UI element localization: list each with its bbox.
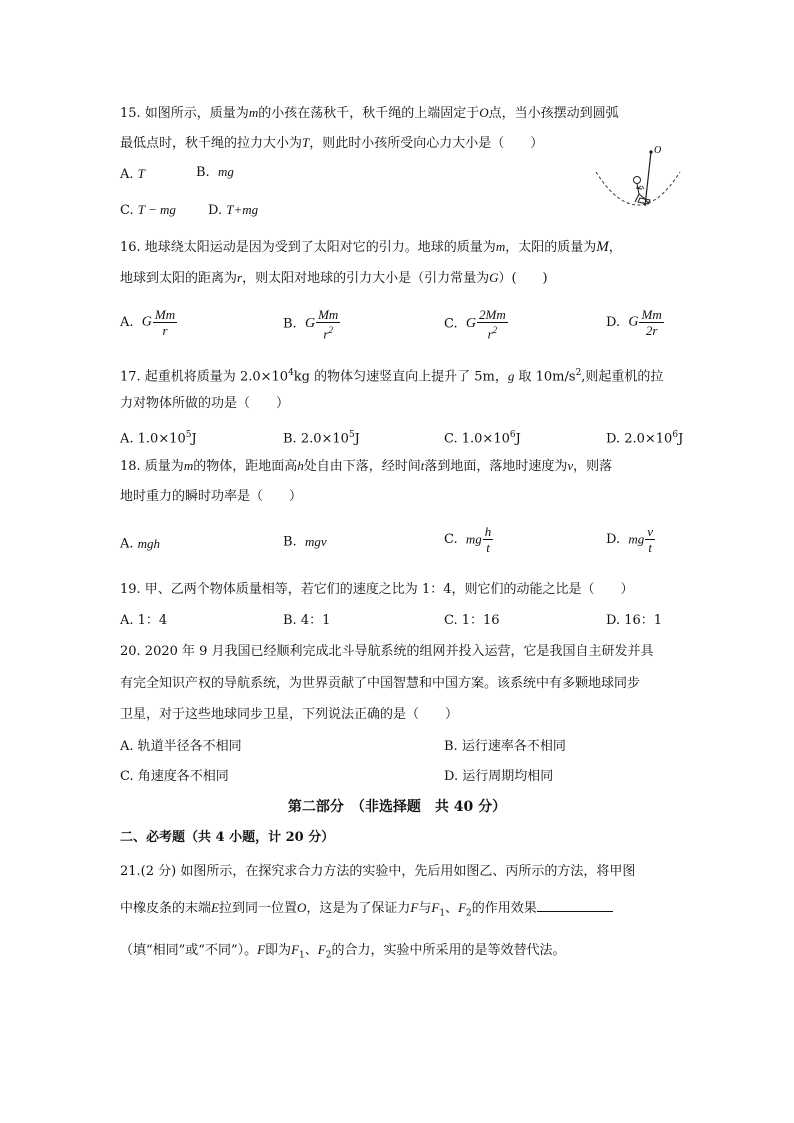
text: 与 (418, 901, 432, 916)
denominator (486, 323, 500, 341)
var-r: r (237, 270, 243, 285)
option-label: C. (444, 316, 458, 332)
numerator: 2Mm (479, 307, 506, 322)
option-text: B. 2.0×10 (283, 431, 349, 447)
text: 中橡皮条的末端 (120, 901, 212, 916)
q16-option-d (606, 307, 664, 338)
option-text: D. 2.0×10 (606, 431, 673, 447)
var-t: t (420, 458, 425, 473)
fraction (316, 307, 340, 341)
fraction (645, 524, 655, 555)
q20-option-d: D. 运行周期均相同 (444, 769, 554, 784)
option-value: T+mg (226, 202, 259, 217)
part2-title: 第二部分 （非选择题 共 40 分） (287, 799, 507, 815)
text: （填“相同”或“不同”）。 (120, 943, 258, 958)
mg-factor: mg (628, 531, 645, 547)
option-label: C. (444, 532, 458, 547)
text: 的小孩在荡秋千，秋千绳的上端固定于 (258, 106, 480, 121)
numerator: Mm (318, 307, 339, 322)
numerator: Mm (154, 307, 176, 322)
fraction (483, 524, 494, 555)
q19-option-b: B. 4：1 (283, 613, 331, 628)
fraction (477, 307, 508, 341)
text: 最低点时，秋千绳的拉力大小为 (120, 136, 303, 151)
text: ， (608, 240, 622, 255)
fraction (153, 307, 177, 338)
numerator: Mm (641, 307, 662, 322)
var-F2: F (317, 942, 326, 957)
den-base: r (487, 326, 493, 342)
text: 地球到太阳的距离为 (120, 271, 238, 286)
q21-line3 (120, 940, 565, 966)
var-M: M (596, 239, 609, 255)
exponent: 5 (185, 430, 192, 440)
denominator: t (648, 540, 652, 555)
option-value: mgh (137, 536, 161, 551)
swing-seat (638, 198, 650, 204)
option-label: B. (283, 316, 297, 332)
G-symbol: G (628, 314, 639, 330)
q18-line2: 地时重力的瞬时功率是（ ） (120, 489, 303, 504)
q17-option-b (283, 425, 360, 449)
fraction (639, 307, 663, 338)
q19-option-c: C. 1：16 (444, 613, 500, 628)
q15-line2 (120, 133, 543, 154)
denominator: r (162, 323, 168, 338)
pivot-label: O (654, 145, 662, 156)
option-label: A. (120, 536, 134, 552)
var-v: v (567, 458, 574, 473)
option-text: A. 1.0×10 (120, 431, 186, 447)
denominator: t (486, 540, 490, 555)
numerator: v (647, 524, 654, 539)
option-label: D. (208, 203, 223, 218)
text: ，太阳的质量为 (505, 240, 597, 255)
var-T: T (302, 135, 310, 150)
q16-line1 (120, 237, 622, 258)
var-F: F (410, 900, 419, 915)
var-O: O (296, 900, 307, 915)
exponent: 2 (575, 368, 582, 378)
den-base: r (323, 326, 329, 342)
child-head (634, 177, 641, 184)
q17-option-a (120, 425, 197, 449)
var-g: g (507, 368, 515, 384)
subscript: 2 (325, 950, 332, 961)
text: ，这是为了保证力 (306, 901, 411, 916)
separator: 、 (445, 901, 459, 916)
text: ）( ) (498, 271, 548, 286)
subscript: 1 (299, 950, 305, 961)
q20-option-b: B. 运行速率各不相同 (444, 739, 566, 754)
separator: 、 (304, 943, 318, 958)
rope (645, 152, 651, 206)
q19-line1: 19. 甲、乙两个物体质量相等，若它们的速度之比为 1：4，则它们的动能之比是（ ） (120, 582, 634, 597)
q16-option-a (120, 307, 177, 338)
q18-line1 (120, 456, 612, 477)
q18-option-a (120, 534, 160, 555)
q20-line2: 有完全知识产权的导航系统，为世界贡献了中国智慧和中国方案。该系统中有多颗地球同步 (120, 676, 641, 691)
answer-blank[interactable] (537, 899, 613, 912)
exponent: 5 (348, 430, 355, 440)
text: 即为 (265, 943, 292, 958)
q17-option-c (444, 425, 521, 449)
q20-option-c: C. 角速度各不相同 (120, 769, 229, 784)
option-value: mg (217, 164, 234, 179)
var-F1: F (431, 900, 440, 915)
text: 处自由下落，经时间 (303, 459, 421, 474)
text: 18. 质量为 (120, 459, 184, 474)
var-h: h (297, 458, 304, 473)
section-heading: 二、必考题（共 4 小题，计 20 分） (120, 830, 335, 845)
q17-line1 (120, 363, 663, 387)
text: 17. 起重机将质量为 2.0×10 (120, 369, 289, 385)
q15-option-b (196, 162, 234, 183)
q15-option-c (120, 200, 176, 221)
var-m: m (248, 105, 259, 120)
q20-option-a: A. 轨道半径各不相同 (120, 739, 242, 754)
text: 的合力，实验中所采用的是等效替代法。 (331, 943, 566, 958)
option-label: C. (120, 203, 134, 218)
q20-line3: 卫星，对于这些地球同步卫星，下列说法正确的是（ ） (120, 707, 459, 722)
denominator (321, 323, 335, 341)
unit: J (191, 431, 197, 447)
text: ，则此时小孩所受向心力大小是（ ） (309, 136, 544, 151)
text: ,则起重机的拉 (581, 369, 664, 385)
G-symbol: G (304, 316, 316, 332)
q19-option-d: D. 16：1 (606, 613, 663, 628)
q17-option-d (606, 425, 683, 449)
q17-line2: 力对物体所做的功是（ ） (120, 396, 290, 411)
option-label: D. (606, 532, 621, 547)
denominator: 2r (645, 323, 658, 338)
text: ，则太阳对地球的引力大小是（引力常量为 (242, 271, 490, 286)
var-F2: F (458, 900, 467, 915)
option-text: C. 1.0×10 (444, 431, 510, 447)
text: 16. 地球绕太阳运动是因为受到了太阳对它的引力。地球的质量为 (120, 240, 496, 255)
numerator: h (484, 524, 492, 539)
option-label: B. (196, 165, 210, 180)
mg-factor: mg (465, 531, 482, 547)
option-value: T (137, 166, 145, 181)
var-E: E (211, 900, 219, 915)
option-label: A. (120, 315, 134, 330)
q15-option-d (208, 200, 258, 221)
q15-line1 (120, 103, 619, 124)
text: 拉到同一位置 (218, 901, 297, 916)
exponent: 4 (288, 368, 294, 378)
option-label: A. (120, 167, 134, 182)
den-exponent: 2 (492, 325, 498, 335)
text: 点，当小孩摆动到圆弧 (488, 106, 619, 121)
exponent: 6 (509, 430, 516, 440)
exponent: 6 (672, 430, 679, 440)
swing-figure (592, 142, 684, 224)
q16-option-c (444, 307, 508, 341)
unit: J (678, 431, 684, 447)
option-label: B. (283, 534, 297, 550)
den-exponent: 2 (328, 325, 333, 335)
q18-option-d (606, 524, 655, 555)
q16-option-b (283, 307, 340, 341)
q18-option-b (283, 532, 327, 553)
var-F: F (257, 942, 266, 957)
q15-option-a (120, 164, 145, 185)
var-F1: F (291, 942, 300, 957)
unit: J (354, 431, 360, 447)
q16-line2 (120, 268, 548, 289)
q21-line1: 21.(2 分) 如图所示，在探究求合力方法的实验中，先后用如图乙、丙所示的方法，将甲图 (120, 864, 636, 879)
text: 的物体，距地面高 (193, 459, 298, 474)
unit: J (515, 431, 521, 447)
subscript: 1 (439, 908, 446, 919)
text: ，则落 (573, 459, 613, 474)
option-value: mgv (304, 534, 327, 549)
q20-line1: 20. 2020 年 9 月我国已经顺利完成北斗导航系统的组网并投入运营，它是我国自主研发并具 (120, 644, 654, 659)
option-label: D. (606, 315, 621, 330)
var-O: O (479, 105, 489, 120)
G-symbol: G (465, 316, 477, 332)
text: 落到地面，落地时速度为 (424, 459, 568, 474)
var-G: G (489, 270, 499, 285)
text: 15. 如图所示，质量为 (120, 106, 249, 121)
option-value: T − mg (137, 202, 176, 217)
text: 的作用效果 (471, 901, 537, 916)
G-symbol: G (141, 314, 152, 330)
q19-option-a: A. 1：4 (120, 613, 168, 628)
var-m: m (495, 239, 506, 254)
subscript: 2 (466, 908, 472, 919)
q21-line2 (120, 898, 613, 924)
text: kg 的物体匀速竖直向上提升了 5m， (293, 369, 508, 385)
text: 取 10m/s (518, 369, 576, 385)
q18-option-c (444, 524, 493, 555)
var-m: m (183, 458, 194, 473)
